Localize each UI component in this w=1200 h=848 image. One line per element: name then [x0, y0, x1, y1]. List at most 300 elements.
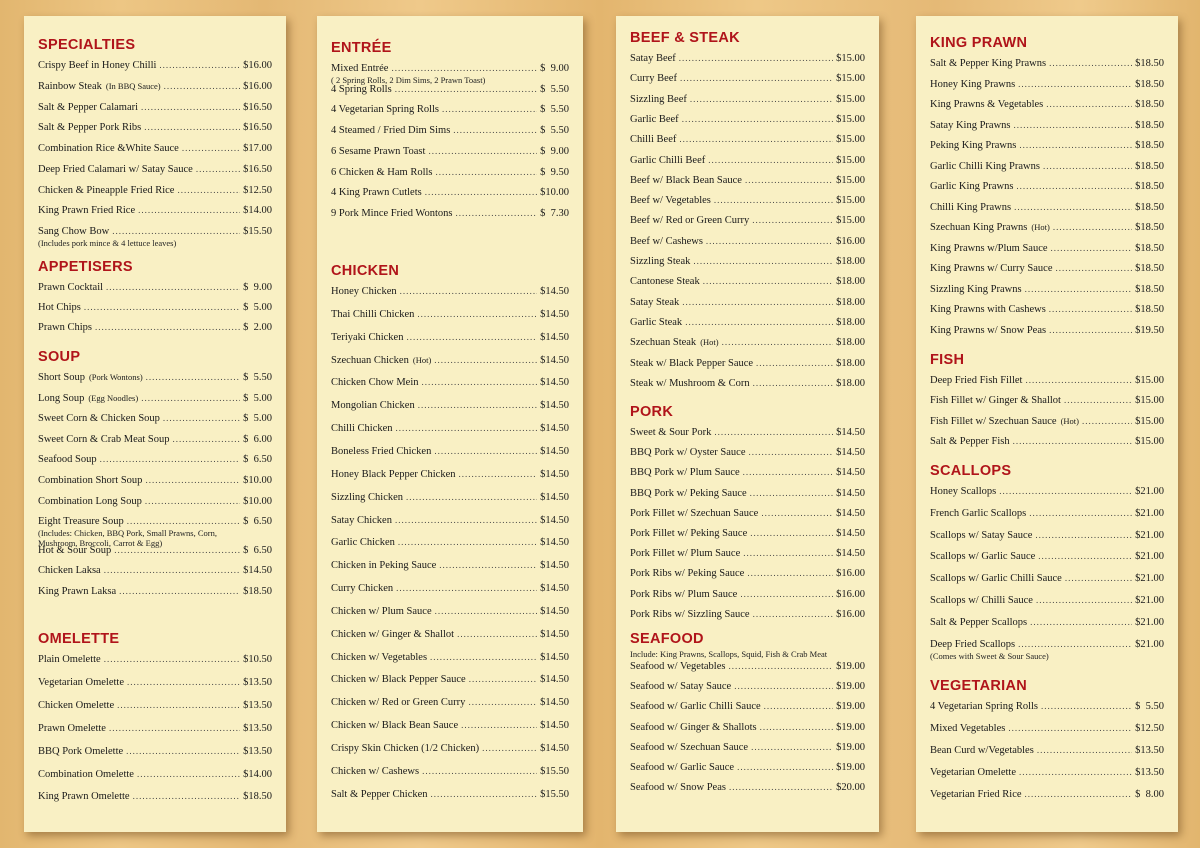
- menu-item-price: $14.50: [540, 560, 569, 572]
- dot-leader: [1008, 721, 1132, 735]
- menu-item: [930, 241, 1164, 256]
- menu-item-price: $ 5.50: [540, 104, 569, 116]
- menu-item: [630, 376, 865, 391]
- menu-item: [630, 315, 865, 330]
- dot-leader: [761, 506, 833, 520]
- section-title: APPETISERS: [38, 259, 133, 275]
- dot-leader: [999, 484, 1132, 498]
- menu-item-name: Szechuan Steak: [630, 337, 697, 349]
- menu-item-row: [38, 514, 272, 529]
- menu-item-name: Bean Curd w/Vegetables: [930, 745, 1034, 757]
- menu-item-price: $13.50: [243, 745, 272, 757]
- dot-leader: [747, 566, 833, 580]
- menu-item: [331, 421, 569, 436]
- dot-leader: [706, 234, 833, 248]
- menu-item-row: [630, 659, 865, 674]
- dot-leader: [436, 165, 538, 179]
- menu-item-row: [38, 744, 272, 759]
- dot-leader: [1025, 282, 1133, 296]
- menu-item-description: (Includes pork mince & 4 lettuce leaves): [38, 238, 177, 248]
- menu-item-price: $18.50: [1135, 58, 1164, 69]
- menu-item-price: $18.00: [836, 296, 865, 308]
- menu-item-row: [38, 652, 272, 667]
- menu-item-price: $17.00: [243, 143, 272, 154]
- dot-leader: [722, 335, 834, 349]
- dot-leader: [119, 584, 240, 598]
- dot-leader: [752, 213, 833, 227]
- menu-item-name: BBQ Pork w/ Oyster Sauce: [630, 447, 746, 459]
- menu-item: [930, 571, 1164, 586]
- menu-item: [930, 200, 1164, 215]
- menu-item: [38, 652, 272, 667]
- menu-item-price: $14.50: [540, 628, 569, 640]
- dot-leader: [690, 92, 833, 106]
- menu-item: [331, 398, 569, 413]
- dot-leader: [146, 370, 240, 384]
- menu-item: [630, 254, 865, 269]
- dot-leader: [740, 587, 833, 601]
- menu-item-name: King Prawn Laksa: [38, 586, 117, 597]
- dot-leader: [164, 79, 240, 93]
- menu-item-row: [38, 120, 272, 135]
- menu-item-price: $18.50: [1135, 304, 1164, 315]
- menu-item-name: Peking King Prawns: [930, 140, 1017, 151]
- dot-leader: [728, 659, 833, 673]
- menu-item-name: 4 Vegetarian Spring Rolls: [930, 701, 1039, 712]
- menu-item-price: $14.00: [243, 205, 272, 217]
- dot-leader: [685, 315, 833, 329]
- menu-item-price: $13.50: [1135, 745, 1164, 757]
- menu-item-name: Chicken Chow Mein: [331, 377, 419, 389]
- menu-item-row: [930, 261, 1164, 276]
- menu-item-name: Prawn Chips: [38, 322, 92, 333]
- menu-item-price: $14.00: [243, 768, 272, 780]
- menu-item: [930, 323, 1164, 338]
- dot-leader: [682, 295, 833, 309]
- menu-item-price: $18.00: [836, 316, 865, 328]
- menu-item: [930, 765, 1164, 780]
- menu-item-price: $ 5.50: [540, 83, 569, 95]
- menu-item-price: $14.50: [540, 491, 569, 503]
- menu-item-price: $14.50: [540, 697, 569, 709]
- dot-leader: [482, 741, 537, 755]
- menu-item-name: King Prawn Omelette: [38, 791, 130, 803]
- menu-item-price: $14.50: [540, 468, 569, 480]
- menu-item-price: $14.50: [540, 674, 569, 686]
- menu-item-price: $15.00: [836, 134, 865, 146]
- menu-item-row: [630, 607, 865, 622]
- menu-item-name: Satay Chicken: [331, 514, 392, 526]
- menu-item-row: [38, 391, 272, 406]
- menu-item-price: $20.00: [836, 782, 865, 794]
- menu-item-row: [630, 51, 865, 66]
- dot-leader: [1019, 765, 1132, 779]
- dot-leader: [751, 740, 833, 754]
- menu-item-name: Sizzling King Prawns: [930, 283, 1022, 295]
- menu-item-row: [930, 743, 1164, 758]
- menu-section: [630, 29, 865, 389]
- menu-item-row: [38, 789, 272, 804]
- menu-item-price: $13.50: [243, 699, 272, 711]
- dot-leader: [425, 185, 537, 199]
- menu-item-row: [630, 295, 865, 310]
- menu-item: [38, 411, 272, 426]
- menu-item-row: [930, 637, 1164, 652]
- dot-leader: [1043, 159, 1132, 173]
- dot-leader: [734, 679, 833, 693]
- menu-item-row: [630, 234, 865, 249]
- menu-item: [331, 627, 569, 642]
- menu-item: [38, 370, 272, 385]
- menu-item-row: [630, 376, 865, 391]
- menu-item-row: [930, 323, 1164, 338]
- dot-leader: [1025, 373, 1132, 387]
- menu-item-row: [630, 132, 865, 147]
- menu-item-price: $ 9.50: [540, 166, 569, 178]
- menu-item: [331, 718, 569, 733]
- menu-item-price: $ 6.50: [243, 516, 272, 528]
- menu-item: [331, 672, 569, 687]
- menu-item-price: $14.50: [540, 354, 569, 366]
- menu-item-row: [38, 320, 272, 335]
- menu-item-row: [38, 721, 272, 736]
- dot-leader: [743, 546, 833, 560]
- menu-item: [630, 760, 865, 775]
- menu-item: [630, 546, 865, 561]
- menu-item: [331, 330, 569, 345]
- menu-item: [630, 566, 865, 581]
- menu-item-name: Vegetarian Omelette: [930, 767, 1016, 779]
- menu-item-price: $18.50: [1135, 222, 1164, 233]
- menu-item: [930, 159, 1164, 174]
- menu-item-row: [630, 587, 865, 602]
- menu-item: [38, 100, 272, 115]
- menu-item-name: BBQ Pork w/ Peking Sauce: [630, 487, 747, 499]
- menu-item-price: $15.00: [1135, 415, 1164, 427]
- menu-item-row: [930, 765, 1164, 780]
- menu-item-price: $16.00: [836, 608, 865, 620]
- menu-item-price: $14.50: [836, 528, 865, 539]
- dot-leader: [1051, 241, 1133, 255]
- menu-item: [38, 789, 272, 804]
- menu-item: [930, 261, 1164, 276]
- menu-item-name: Curry Beef: [630, 73, 677, 85]
- menu-item-name: Rainbow Steak: [38, 80, 102, 92]
- section-title: SCALLOPS: [930, 463, 1012, 479]
- dot-leader: [682, 112, 833, 126]
- menu-item-row: [930, 593, 1164, 608]
- menu-item-qualifier: (Hot): [700, 337, 719, 348]
- dot-leader: [1014, 200, 1132, 214]
- menu-item-name: Plain Omelette: [38, 654, 101, 665]
- menu-item: [331, 513, 569, 528]
- menu-item-row: [38, 494, 272, 509]
- dot-leader: [1041, 699, 1132, 713]
- menu-item-row: [331, 650, 569, 665]
- menu-item-qualifier: (Pork Wontons): [88, 372, 143, 382]
- menu-item-name: King Prawns w/ Snow Peas: [930, 324, 1047, 336]
- menu-item-price: $16.00: [836, 588, 865, 600]
- menu-item-name: Chicken w/ Red or Green Curry: [331, 697, 466, 709]
- menu-item-price: $10.00: [540, 187, 569, 199]
- menu-section: [38, 630, 272, 803]
- menu-item-description: (Comes with Sweet & Sour Sauce): [930, 650, 1049, 661]
- menu-item-price: $14.50: [540, 743, 569, 754]
- menu-item-row: [630, 720, 865, 735]
- dot-leader: [84, 300, 240, 314]
- menu-section: [930, 677, 1164, 801]
- menu-item-name: Seafood w/ Vegetables: [630, 661, 726, 672]
- dot-leader: [144, 120, 240, 134]
- menu-item-row: [630, 566, 865, 581]
- dot-leader: [743, 465, 833, 479]
- menu-item-price: $21.00: [1135, 486, 1164, 497]
- menu-section: [930, 351, 1164, 447]
- menu-item-qualifier: (Hot): [412, 354, 432, 365]
- menu-item-row: [331, 558, 569, 573]
- menu-item: [930, 282, 1164, 297]
- menu-item-row: [930, 56, 1164, 71]
- dot-leader: [422, 764, 537, 778]
- menu-item-row: [630, 486, 865, 501]
- dot-leader: [104, 563, 240, 577]
- menu-item-row: [630, 315, 865, 330]
- dot-leader: [1018, 637, 1132, 651]
- menu-item-price: $15.00: [836, 154, 865, 166]
- dot-leader: [1036, 593, 1132, 607]
- menu-item-row: [930, 118, 1164, 133]
- menu-item-row: [38, 584, 272, 599]
- menu-item: [331, 650, 569, 665]
- menu-item-name: Mixed Entrée: [331, 63, 389, 74]
- menu-item-name: 6 Chicken & Ham Rolls: [331, 166, 433, 178]
- menu-item-price: $12.50: [1135, 723, 1164, 735]
- menu-item-name: Garlic Chicken: [331, 537, 395, 549]
- dot-leader: [163, 411, 240, 425]
- menu-section: [38, 258, 272, 333]
- menu-item: [630, 132, 865, 147]
- menu-item: [930, 56, 1164, 71]
- menu-item-description: (Includes: Chicken, BBQ Pork, Small Prawns, Corn, Mushroom, Broccoli, Carrot & Egg): [38, 528, 217, 548]
- menu-item-name: Salt & Pepper King Prawns: [930, 58, 1047, 69]
- menu-item-row: [38, 300, 272, 315]
- menu-item-price: $18.00: [836, 377, 865, 389]
- menu-item-price: $14.50: [540, 331, 569, 343]
- menu-item-name: Chicken in Peking Sauce: [331, 560, 437, 572]
- menu-item-row: [331, 444, 569, 459]
- menu-item: [331, 165, 569, 180]
- menu-item-qualifier: (Hot): [1031, 222, 1050, 232]
- menu-item-row: [930, 282, 1164, 297]
- menu-item-row: [331, 307, 569, 322]
- menu-item-price: $18.00: [836, 337, 865, 349]
- menu-item-name: Satay Steak: [630, 296, 680, 308]
- dot-leader: [431, 787, 538, 801]
- menu-item-name: Garlic Beef: [630, 113, 679, 125]
- menu-item-price: $15.00: [1135, 435, 1164, 447]
- dot-leader: [708, 153, 833, 167]
- menu-item-row: [38, 100, 272, 115]
- menu-item-name: Short Soup: [38, 372, 85, 383]
- dot-leader: [1019, 138, 1132, 152]
- menu-item-name: 4 King Prawn Cutlets: [331, 187, 422, 199]
- menu-section: [930, 34, 1164, 336]
- menu-item-name: BBQ Pork w/ Plum Sauce: [630, 467, 740, 479]
- section-title: SPECIALTIES: [38, 37, 136, 53]
- menu-item-name: Pork Ribs w/ Sizzling Sauce: [630, 608, 750, 620]
- menu-item-name: Beef w/ Red or Green Curry: [630, 215, 750, 227]
- dot-leader: [756, 356, 833, 370]
- menu-item-name: Mongolian Chicken: [331, 400, 415, 412]
- menu-item-row: [630, 699, 865, 714]
- dot-leader: [1065, 571, 1132, 585]
- menu-item-row: [930, 484, 1164, 499]
- menu-item-row: [38, 183, 272, 198]
- menu-panel: [916, 16, 1178, 832]
- menu-item-name: Combination Long Soup: [38, 495, 142, 507]
- menu-item-name: Garlic Chilli Beef: [630, 154, 706, 166]
- menu-item-price: $ 5.50: [1135, 701, 1164, 712]
- menu-item-price: $18.50: [1135, 140, 1164, 151]
- menu-item: [630, 71, 865, 86]
- menu-item-row: [630, 679, 865, 694]
- menu-item-name: 4 Vegetarian Spring Rolls: [331, 104, 440, 116]
- menu-item-row: [930, 373, 1164, 388]
- menu-item: [331, 741, 569, 756]
- dot-leader: [703, 274, 833, 288]
- menu-item: [331, 764, 569, 779]
- dot-leader: [457, 627, 537, 641]
- menu-item: [331, 604, 569, 619]
- menu-item-row: [38, 224, 272, 239]
- menu-item: [630, 335, 865, 350]
- menu-item-row: [930, 549, 1164, 564]
- menu-item-name: Fish Fillet w/ Szechuan Sauce: [930, 415, 1057, 427]
- menu-item-name: Beef w/ Black Bean Sauce: [630, 174, 742, 186]
- menu-item-price: $18.50: [1135, 201, 1164, 213]
- dot-leader: [1030, 615, 1132, 629]
- menu-item-row: [331, 764, 569, 779]
- dot-leader: [1016, 179, 1132, 193]
- menu-item-price: $14.50: [243, 565, 272, 577]
- dot-leader: [680, 71, 833, 85]
- menu-item-name: 4 Spring Rolls: [331, 83, 392, 95]
- menu-item: [930, 528, 1164, 543]
- menu-item: [930, 434, 1164, 449]
- menu-item: [930, 179, 1164, 194]
- menu-item: [38, 224, 272, 249]
- menu-item-price: $15.00: [836, 113, 865, 125]
- menu-item-price: $14.50: [540, 537, 569, 549]
- menu-item: [930, 138, 1164, 153]
- menu-item-name: Szechuan King Prawns: [930, 222, 1028, 233]
- menu-item-name: Boneless Fried Chicken: [331, 445, 432, 457]
- menu-item-price: $13.50: [243, 676, 272, 688]
- dot-leader: [442, 102, 537, 116]
- menu-item-name: Salt & Pepper Pork Ribs: [38, 122, 142, 134]
- menu-item-price: $18.50: [1135, 242, 1164, 254]
- menu-item-name: Satay King Prawns: [930, 119, 1011, 131]
- menu-item-price: $18.00: [836, 357, 865, 369]
- menu-item-name: Scallops w/ Garlic Sauce: [930, 551, 1036, 563]
- section-title: FISH: [930, 352, 965, 368]
- menu-item-row: [930, 699, 1164, 714]
- dot-leader: [760, 720, 834, 734]
- menu-item-name: Beef w/ Vegetables: [630, 195, 711, 207]
- menu-item: [331, 284, 569, 299]
- menu-item-row: [630, 780, 865, 795]
- dot-leader: [1064, 393, 1132, 407]
- menu-item-row: [38, 280, 272, 295]
- menu-item: [331, 206, 569, 221]
- dot-leader: [1014, 118, 1133, 132]
- menu-item: [630, 506, 865, 521]
- menu-item: [331, 490, 569, 505]
- menu-item-row: [630, 335, 865, 350]
- menu-item-price: $18.50: [243, 586, 272, 597]
- menu-item-price: $14.50: [540, 286, 569, 297]
- dot-leader: [1053, 220, 1132, 234]
- menu-item-row: [38, 370, 272, 385]
- menu-item-name: Chicken Omelette: [38, 699, 115, 711]
- menu-item-name: Seafood w/ Garlic Sauce: [630, 762, 735, 773]
- dot-leader: [137, 767, 240, 781]
- menu-item-row: [331, 718, 569, 733]
- menu-item: [38, 744, 272, 759]
- menu-item-name: Combination Omelette: [38, 768, 134, 780]
- dot-leader: [173, 432, 241, 446]
- menu-item: [38, 141, 272, 156]
- menu-item-price: $19.00: [836, 721, 865, 733]
- menu-item-price: $18.50: [1135, 99, 1164, 110]
- menu-item-name: Chicken & Pineapple Fried Rice: [38, 184, 175, 196]
- menu-item-row: [930, 434, 1164, 449]
- menu-item-name: King Prawns w/ Curry Sauce: [930, 263, 1053, 274]
- dot-leader: [469, 672, 537, 686]
- menu-item: [930, 118, 1164, 133]
- menu-item-price: $15.50: [540, 765, 569, 777]
- dot-leader: [109, 721, 240, 735]
- menu-item-price: $16.00: [243, 80, 272, 92]
- dot-leader: [182, 141, 240, 155]
- menu-item-row: [930, 179, 1164, 194]
- dot-leader: [138, 203, 240, 217]
- dot-leader: [753, 607, 834, 621]
- menu-item-name: Scallops w/ Satay Sauce: [930, 529, 1033, 541]
- dot-leader: [1049, 56, 1132, 70]
- dot-leader: [100, 452, 241, 466]
- dot-leader: [459, 467, 538, 481]
- menu-item-name: Steak w/ Black Pepper Sauce: [630, 357, 754, 369]
- dot-leader: [1046, 97, 1132, 111]
- menu-item-price: $18.50: [1135, 263, 1164, 274]
- dot-leader: [145, 473, 240, 487]
- menu-item-price: $15.50: [243, 226, 272, 237]
- menu-item-price: $16.00: [836, 235, 865, 247]
- menu-item-name: 9 Pork Mince Fried Wontons: [331, 207, 453, 219]
- menu-item-row: [38, 58, 272, 73]
- menu-item-row: [930, 97, 1164, 112]
- menu-item-name: Vegetarian Fried Rice: [930, 789, 1022, 801]
- menu-item: [630, 51, 865, 66]
- dot-leader: [133, 789, 241, 803]
- menu-item-row: [331, 165, 569, 180]
- menu-item-name: Szechuan Chicken: [331, 354, 409, 366]
- dot-leader: [406, 490, 537, 504]
- menu-item: [630, 486, 865, 501]
- dot-leader: [455, 206, 537, 220]
- menu-item-price: $14.50: [836, 507, 865, 519]
